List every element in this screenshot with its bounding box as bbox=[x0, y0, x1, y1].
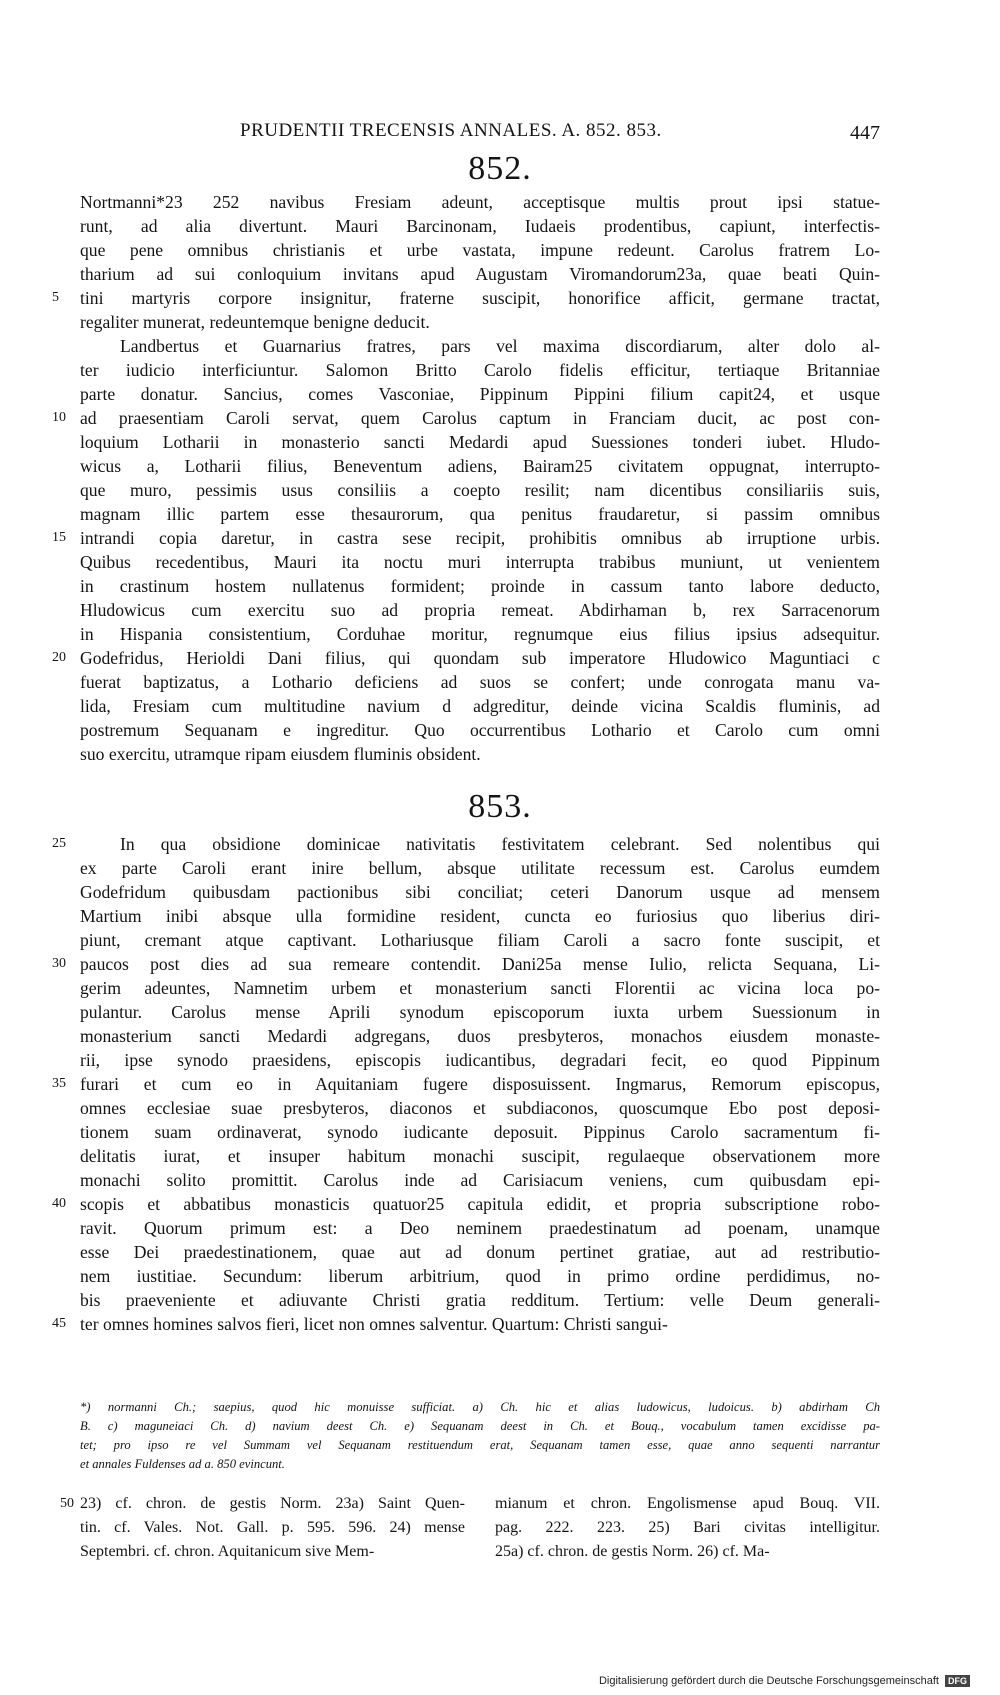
section-853-text bbox=[52, 832, 880, 1336]
line-text: que pene omnibus christianis et urbe vastata, impune redeunt. Carolus fratrem Lo- bbox=[80, 240, 880, 260]
line-number: 15 bbox=[52, 530, 66, 545]
line-text: monachi solito promittit. Carolus inde ad Carisiacum veniens, cum quibusdam epi- bbox=[80, 1170, 880, 1190]
line-text: regaliter munerat, redeuntemque benigne deducit. bbox=[80, 312, 430, 332]
text-line bbox=[52, 952, 880, 976]
line-number: 20 bbox=[52, 650, 66, 665]
footnote-line: 25a) cf. chron. de gestis Norm. 26) cf. Ma- bbox=[495, 1543, 770, 1560]
line-text: que muro, pessimis usus consiliis a coepto resilit; nam dicentibus consiliariis suis, bbox=[80, 480, 880, 500]
footnote-line: pag. 222. 223. 25) Bari civitas intelligitur. bbox=[495, 1519, 880, 1536]
text-line bbox=[80, 1000, 880, 1024]
line-text: furari et cum eo in Aquitaniam fugere disposuissent. Ingmarus, Remorum episcopus, bbox=[80, 1074, 880, 1094]
critical-apparatus bbox=[80, 1398, 880, 1476]
line-text: Hludowicus cum exercitu suo ad propria remeat. Abdirhaman b, rex Sarracenorum bbox=[80, 600, 880, 620]
text-line bbox=[80, 928, 880, 952]
line-text: ravit. Quorum primum est: a Deo neminem praedestinatum ad poenam, unamque bbox=[80, 1218, 880, 1238]
text-line bbox=[80, 334, 880, 358]
line-text: magnam illic partem esse thesaurorum, qua penitus fraudaretur, si passim omnibus bbox=[80, 504, 880, 524]
line-text: lida, Fresiam cum multitudine navium d adgreditur, deinde vicina Scaldis fluminis, ad bbox=[80, 696, 880, 716]
line-text: Godefridum quibusdam pactionibus sibi conciliat; ceteri Danorum usque ad mensem bbox=[80, 882, 880, 902]
text-line bbox=[80, 358, 880, 382]
line-text: Godefridus, Herioldi Dani filius, qui quondam sub imperatore Hludowico Maguntiaci c bbox=[80, 648, 880, 668]
text-line bbox=[80, 1216, 880, 1240]
dfg-logo: DFG bbox=[945, 1675, 970, 1687]
line-text: Quibus recedentibus, Mauri ita noctu muri interrupta trabibus muniunt, ut venientem bbox=[80, 552, 880, 572]
line-text: suo exercitu, utramque ripam eiusdem fluminis obsident. bbox=[80, 744, 481, 764]
line-text: nem iustitiae. Secundum: liberum arbitrium, quod in primo ordine perdidimus, no- bbox=[80, 1266, 880, 1286]
text-line bbox=[80, 214, 880, 238]
text-line bbox=[52, 1312, 880, 1336]
line-text: in Hispania consistentium, Corduhae moritur, regnumque eius filius ipsius adsequitur. bbox=[80, 624, 880, 644]
text-line bbox=[52, 832, 880, 856]
text-line bbox=[80, 550, 880, 574]
line-text: In qua obsidione dominicae nativitatis festivitatem celebrant. Sed nolentibus qui bbox=[120, 834, 880, 854]
line-text: Martium inibi absque ulla formidine resident, cuncta eo furiosius quo liberius diri- bbox=[80, 906, 880, 926]
line-text: loquium Lotharii in monasterio sancti Medardi apud Suessiones tonderi iubet. Hludo- bbox=[80, 432, 880, 452]
line-text: parte donatur. Sancius, comes Vasconiae, Pippinum Pippini filium capit24, et usque bbox=[80, 384, 880, 404]
text-line bbox=[52, 1072, 880, 1096]
line-text: ter iudicio interficiuntur. Salomon Britto Carolo fidelis efficitur, tertiaque Britanniae bbox=[80, 360, 880, 380]
line-text: Landbertus et Guarnarius fratres, pars vel maxima discordiarum, alter dolo al- bbox=[120, 336, 880, 356]
line-number: 10 bbox=[52, 410, 66, 425]
text-line bbox=[80, 1144, 880, 1168]
line-text: gerim adeuntes, Namnetim urbem et monasterium sancti Florentii ac vicina loca po- bbox=[80, 978, 880, 998]
line-number: 25 bbox=[52, 836, 66, 851]
digitization-credit bbox=[599, 1675, 970, 1687]
text-line bbox=[80, 190, 880, 214]
footnote-line: 23) cf. chron. de gestis Norm. 23a) Saint Quen- bbox=[80, 1495, 465, 1512]
text-line bbox=[80, 856, 880, 880]
footnote-line: mianum et chron. Engolismense apud Bouq. VII. bbox=[495, 1495, 880, 1512]
text-line bbox=[52, 526, 880, 550]
text-line bbox=[80, 694, 880, 718]
text-line bbox=[80, 622, 880, 646]
text-line bbox=[80, 880, 880, 904]
line-text: rii, ipse synodo praesidens, episcopis iudicantibus, degradari fecit, eo quod Pippinum bbox=[80, 1050, 880, 1070]
year-heading-853: 853. bbox=[468, 788, 532, 825]
line-number: 30 bbox=[52, 956, 66, 971]
text-line bbox=[52, 646, 880, 670]
line-text: Nortmanni*23 252 navibus Fresiam adeunt, acceptisque multis prout ipsi statue- bbox=[80, 192, 880, 212]
line-text: intrandi copia daretur, in castra sese recipit, prohibitis omnibus ab irruptione urbis. bbox=[80, 528, 880, 548]
text-line bbox=[80, 310, 880, 334]
line-number: 40 bbox=[52, 1196, 66, 1211]
text-line bbox=[80, 1024, 880, 1048]
text-line bbox=[80, 976, 880, 1000]
line-text: ex parte Caroli erant inire bellum, absque utilitate recessum est. Carolus eumdem bbox=[80, 858, 880, 878]
apparatus-line: B. c) maguneiaci Ch. d) navium deest Ch. e) Sequanam deest in Ch. et Bouq., vocabulum tamen excidisse pa- bbox=[80, 1419, 880, 1433]
text-line bbox=[80, 1168, 880, 1192]
line-text: fuerat baptizatus, a Lothario deficiens ad suos se confert; unde conrogata manu va- bbox=[80, 672, 880, 692]
text-line bbox=[80, 1048, 880, 1072]
text-line bbox=[80, 670, 880, 694]
text-line bbox=[80, 238, 880, 262]
line-text: bis praeveniente et adiuvante Christi gratia redditum. Tertium: velle Deum generali- bbox=[80, 1290, 880, 1310]
text-line bbox=[80, 742, 880, 766]
text-line bbox=[80, 1120, 880, 1144]
line-number: 50 bbox=[60, 1496, 74, 1511]
text-line bbox=[80, 478, 880, 502]
line-text: esse Dei praedestinationem, quae aut ad donum pertinet gratiae, aut ad restributio- bbox=[80, 1242, 880, 1262]
line-number: 5 bbox=[52, 290, 59, 305]
line-text: delitatis iurat, et insuper habitum monachi suscipit, regulaeque observationem more bbox=[80, 1146, 880, 1166]
text-line bbox=[80, 1240, 880, 1264]
year-heading-852: 852. bbox=[468, 150, 532, 187]
text-line bbox=[80, 1264, 880, 1288]
text-line bbox=[80, 502, 880, 526]
line-number: 35 bbox=[52, 1076, 66, 1091]
text-line bbox=[80, 598, 880, 622]
page-header bbox=[80, 120, 880, 150]
line-number: 45 bbox=[52, 1316, 66, 1331]
line-text: in crastinum hostem nullatenus formident; proinde in cassum tanto labore deducto, bbox=[80, 576, 880, 596]
footnotes bbox=[60, 1492, 880, 1572]
text-line bbox=[80, 1288, 880, 1312]
section-852-text bbox=[52, 190, 880, 768]
text-line bbox=[80, 718, 880, 742]
apparatus-line: *) normanni Ch.; saepius, quod hic monuisse sufficiat. a) Ch. hic et alias ludowicus, ludoicus. b) abdirham Ch bbox=[80, 1400, 880, 1414]
line-text: omnes ecclesiae suae presbyteros, diaconos et subdiaconos, quoscumque Ebo post deposi- bbox=[80, 1098, 880, 1118]
text-line bbox=[52, 406, 880, 430]
line-text: postremum Sequanam e ingreditur. Quo occurrentibus Lothario et Carolo cum omni bbox=[80, 720, 880, 740]
line-text: ad praesentiam Caroli servat, quem Carolus captum in Franciam ducit, ac post con- bbox=[80, 408, 880, 428]
footnote-line: tin. cf. Vales. Not. Gall. p. 595. 596. 24) mense bbox=[80, 1519, 465, 1536]
apparatus-line: tet; pro ipso re vel Summam vel Sequanam restituendum erat, Sequanam tamen esse, quae anno sequenti narrantur bbox=[80, 1438, 880, 1452]
text-line bbox=[80, 454, 880, 478]
footnote-line: Septembri. cf. chron. Aquitanicum sive Mem- bbox=[80, 1543, 375, 1560]
text-line bbox=[80, 262, 880, 286]
line-text: paucos post dies ad sua remeare contendit. Dani25a mense Iulio, relicta Sequana, Li- bbox=[80, 954, 880, 974]
line-text: scopis et abbatibus monasticis quatuor25 capitula edidit, et propria subscriptione robo- bbox=[80, 1194, 880, 1214]
running-head: PRUDENTII TRECENSIS ANNALES. A. 852. 853. bbox=[240, 120, 662, 141]
page-number: 447 bbox=[850, 122, 880, 144]
line-text: tharium ad sui conloquium invitans apud Augustam Viromandorum23a, quae beati Quin- bbox=[80, 264, 880, 284]
text-line bbox=[80, 1096, 880, 1120]
text-line bbox=[52, 1192, 880, 1216]
text-line bbox=[80, 430, 880, 454]
text-line bbox=[80, 382, 880, 406]
line-text: pulantur. Carolus mense Aprili synodum episcoporum iuxta urbem Suessionum in bbox=[80, 1002, 880, 1022]
line-text: runt, ad alia divertunt. Mauri Barcinonam, Iudaeis prodentibus, capiunt, interfectis- bbox=[80, 216, 880, 236]
text-line bbox=[52, 286, 880, 310]
line-text: tini martyris corpore insignitur, fraterne suscipit, honorifice afficit, germane tractat, bbox=[80, 288, 880, 308]
credit-text: Digitalisierung gefördert durch die Deutsche Forschungsgemeinschaft bbox=[598, 1674, 939, 1687]
line-text: tionem suam ordinaverat, synodo iudicante deposuit. Pippinus Carolo sacramentum fi- bbox=[80, 1122, 880, 1142]
text-line bbox=[80, 574, 880, 598]
text-line bbox=[80, 904, 880, 928]
line-text: ter omnes homines salvos fieri, licet non omnes salventur. Quartum: Christi sangui- bbox=[80, 1314, 668, 1334]
line-text: monasterium sancti Medardi adgregans, duos presbyteros, monachos eiusdem monaste- bbox=[80, 1026, 880, 1046]
line-text: piunt, cremant atque captivant. Lothariusque filiam Caroli a sacro fonte suscipit, et bbox=[80, 930, 880, 950]
line-text: wicus a, Lotharii filius, Beneventum adiens, Bairam25 civitatem oppugnat, interrupto- bbox=[80, 456, 880, 476]
apparatus-line: et annales Fuldenses ad a. 850 evincunt. bbox=[80, 1457, 285, 1471]
